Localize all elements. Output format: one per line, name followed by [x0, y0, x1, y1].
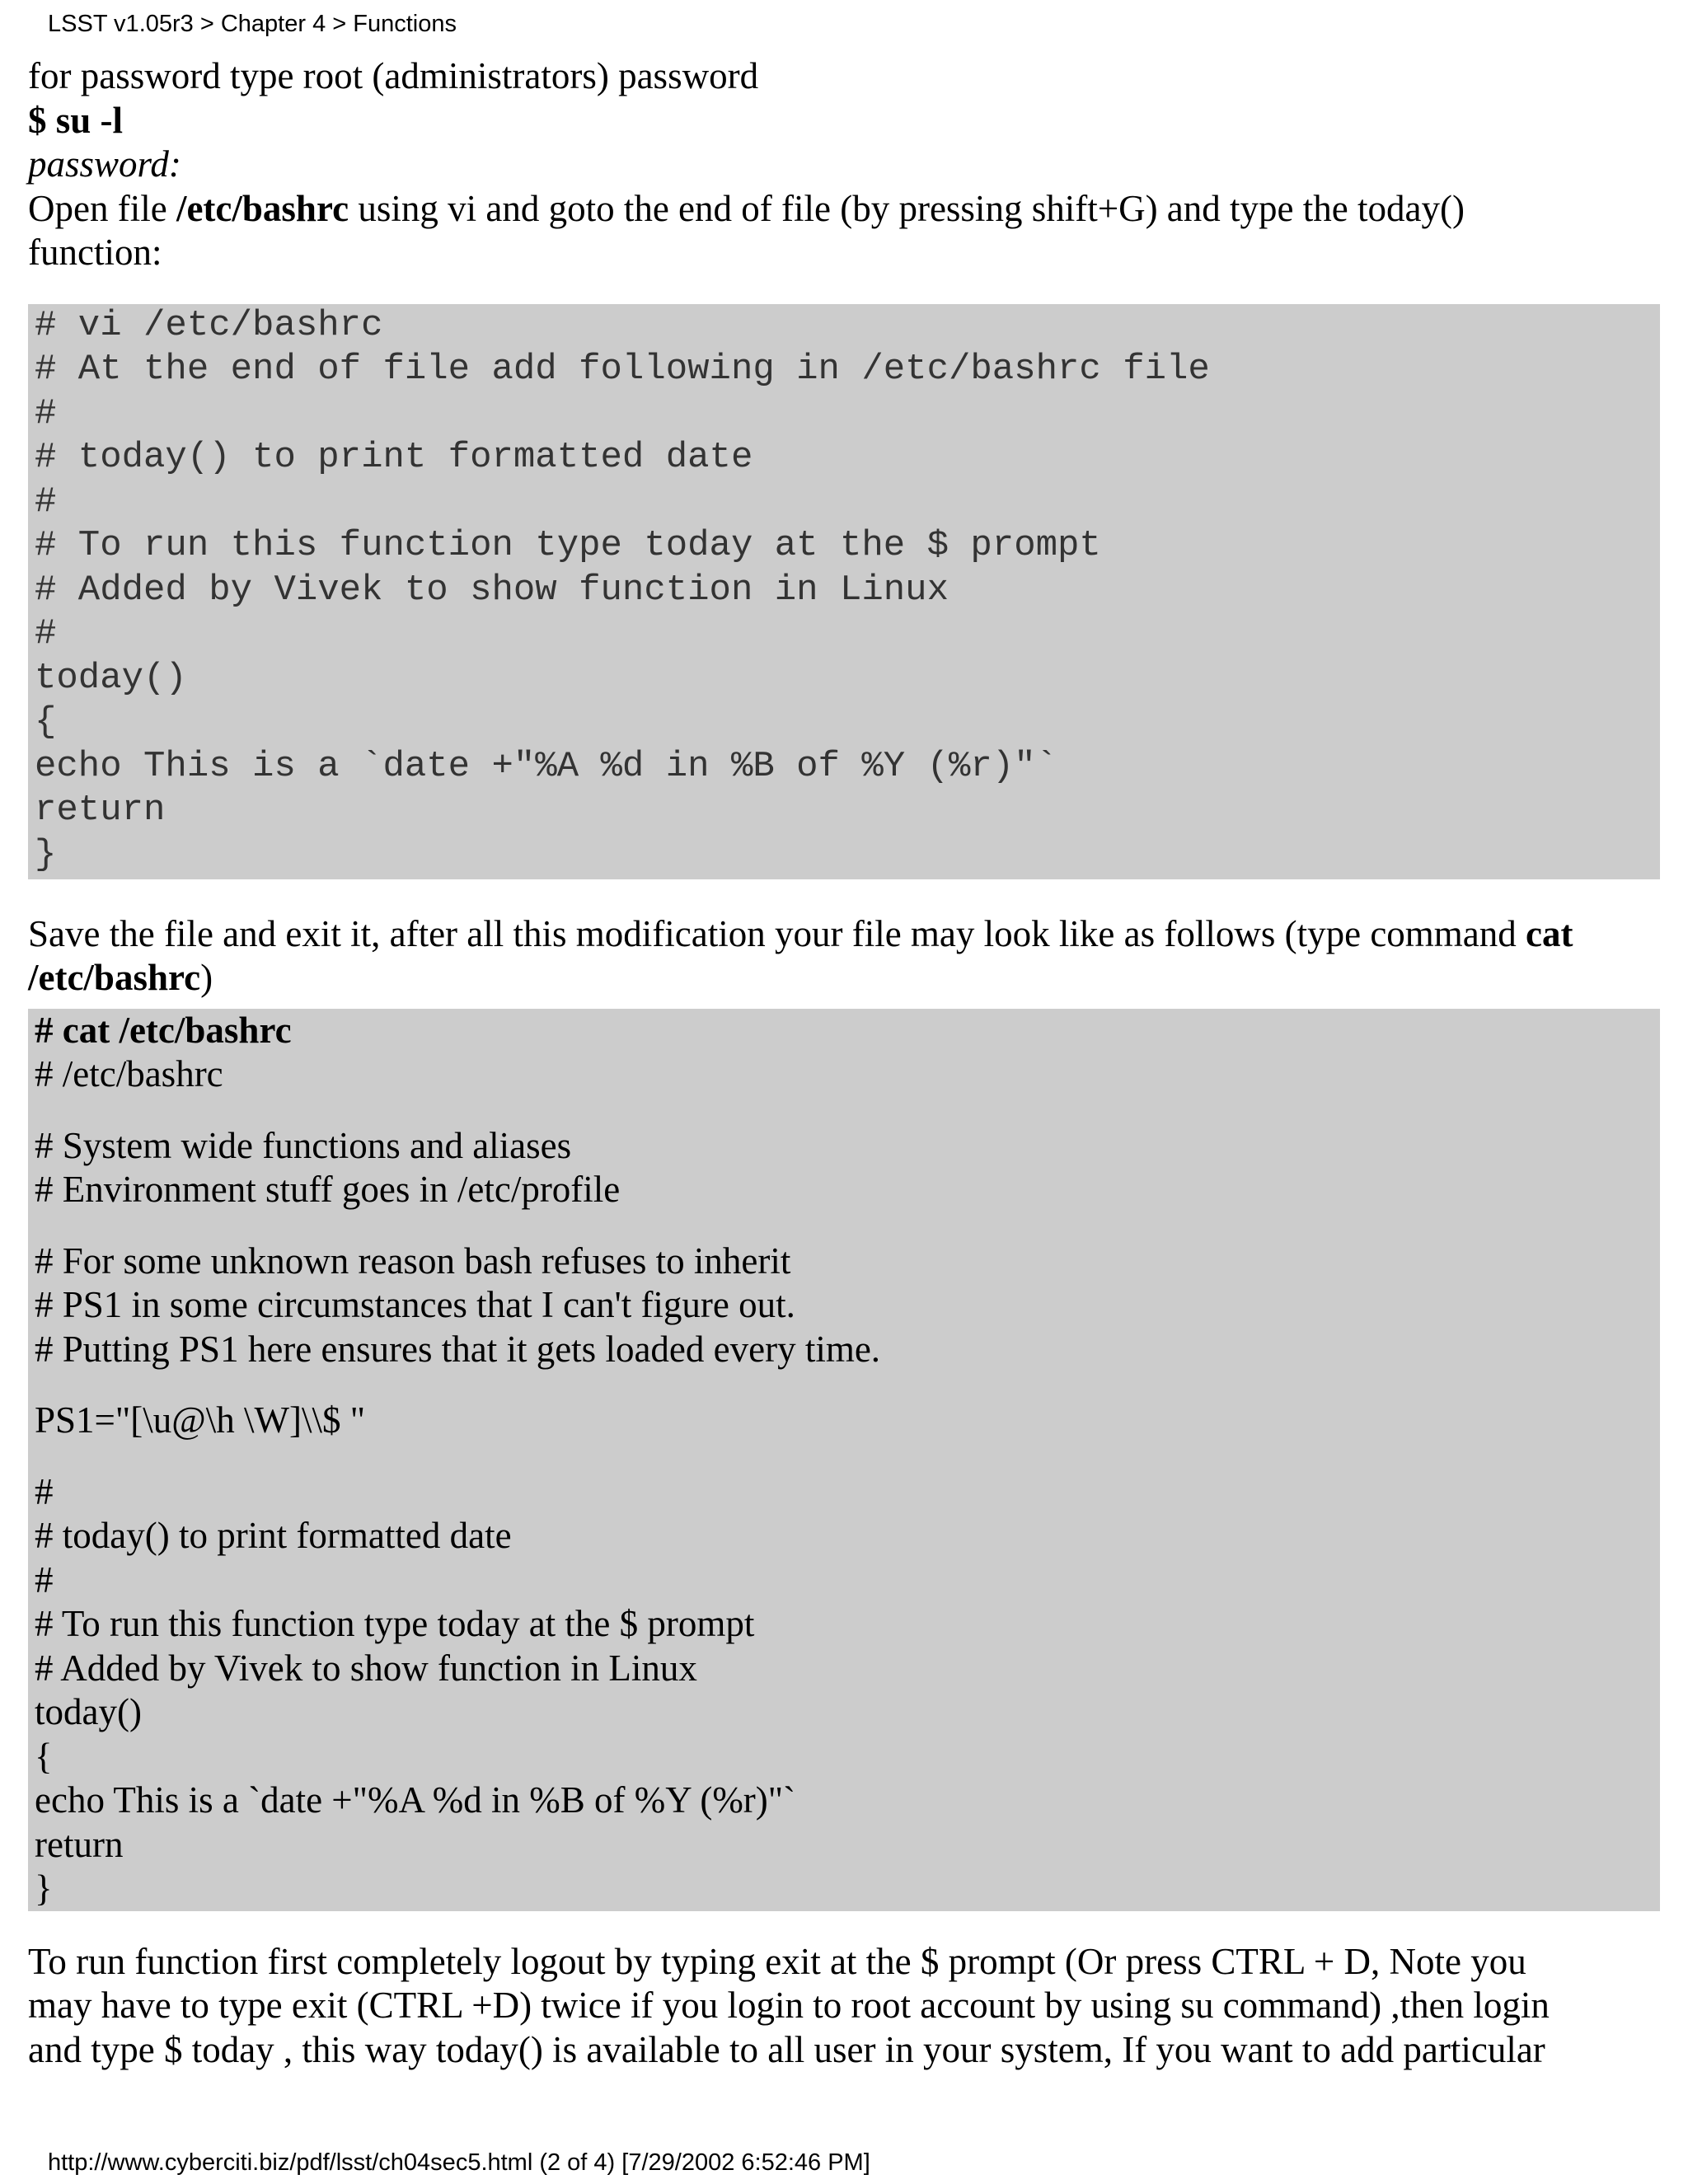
code-block-cat: [28, 1009, 1660, 1911]
code-line: {: [35, 701, 57, 743]
bashrc-line: #: [35, 1470, 54, 1512]
save-text-pre: Save the file and exit it, after all this modification your file may look like as follows (type command: [28, 912, 1526, 954]
bashrc-line: # Putting PS1 here ensures that it gets loaded every time.: [35, 1328, 881, 1370]
open-file-instruction: [28, 187, 1660, 232]
bashrc-line: # Added by Vivek to show function in Linux: [35, 1647, 697, 1689]
intro-section: [28, 54, 1660, 275]
breadcrumb: LSST v1.05r3 > Chapter 4 > Functions: [48, 11, 457, 37]
bashrc-line: # today() to print formatted date: [35, 1515, 512, 1556]
code-line: # To run this function type today at the $ prompt: [35, 525, 1101, 566]
bashrc-line: # /etc/bashrc: [35, 1053, 223, 1094]
block-gap: [35, 1212, 1660, 1240]
save-text-post: ): [200, 957, 213, 998]
bashrc-line: {: [35, 1735, 53, 1777]
closing-line: may have to type exit (CTRL +D) twice if you login to root account by using su command) ,then login: [28, 1985, 1550, 2026]
block-gap: [35, 1443, 1660, 1470]
block-gap: [35, 1097, 1660, 1124]
su-command: [28, 99, 1660, 143]
intro-text: for password type root (administrators) password: [28, 55, 759, 96]
password-prompt: [28, 143, 1660, 187]
code-line: # vi /etc/bashrc: [35, 304, 383, 346]
save-cmd-file: /etc/bashrc: [28, 957, 201, 998]
open-file-instruction-cont: function:: [28, 232, 162, 273]
save-text-line-2: [28, 956, 1660, 1001]
bashrc-line: # For some unknown reason bash refuses to inherit: [35, 1240, 791, 1282]
closing-line: and type $ today , this way today() is available to all user in your system, If you want to add particular: [28, 2028, 1545, 2070]
bashrc-line: PS1="[\u@\h \W]\\$ ": [35, 1399, 366, 1441]
code-line: #: [35, 392, 57, 434]
code-line: # Added by Vivek to show function in Linux: [35, 569, 949, 611]
page-content: [28, 54, 1660, 2072]
closing-paragraph: [28, 1940, 1660, 2073]
save-text-line: [28, 912, 1660, 957]
code-line: echo This is a `date +"%A %d in %B of %Y (%r)"`: [35, 745, 1058, 787]
code-line: today(): [35, 657, 187, 699]
cat-command-text: # cat /etc/bashrc: [35, 1009, 292, 1051]
code-line: return: [35, 790, 166, 831]
page-url-footer: http://www.cyberciti.biz/pdf/lsst/ch04sec5.html (2 of 4) [7/29/2002 6:52:46 PM]: [48, 2149, 870, 2176]
password-label: password:: [28, 143, 181, 185]
su-command-text: $ su -l: [28, 99, 124, 141]
open-text-pre: Open file: [28, 187, 176, 229]
bashrc-line: return: [35, 1823, 124, 1865]
bashrc-line: echo This is a `date +"%A %d in %B of %Y (%r)"`: [35, 1779, 796, 1821]
bashrc-line: # To run this function type today at the $ prompt: [35, 1603, 755, 1644]
bashrc-line: }: [35, 1868, 53, 1909]
code-block-vi: [28, 304, 1660, 879]
bashrc-line: #: [35, 1558, 54, 1601]
bashrc-line: # PS1 in some circumstances that I can't figure out.: [35, 1284, 795, 1325]
save-paragraph: [28, 912, 1660, 1001]
closing-line: To run function first completely logout by typing exit at the $ prompt (Or press CTRL + D, Note you: [28, 1940, 1526, 1982]
cat-command: [35, 1009, 1660, 1053]
block-gap: [35, 1371, 1660, 1399]
bashrc-line: today(): [35, 1691, 142, 1732]
save-cmd-cat: cat: [1526, 912, 1573, 954]
bashrc-line: # Environment stuff goes in /etc/profile: [35, 1169, 621, 1210]
open-text-post: using vi and goto the end of file (by pressing shift+G) and type the today(): [349, 187, 1465, 229]
bashrc-line: # System wide functions and aliases: [35, 1124, 572, 1166]
open-file-name: /etc/bashrc: [176, 187, 349, 229]
code-line: # today() to print formatted date: [35, 437, 753, 478]
code-line: # At the end of file add following in /etc/bashrc file: [35, 349, 1210, 390]
code-line: #: [35, 480, 57, 523]
code-line: #: [35, 613, 57, 654]
code-line: }: [35, 833, 57, 875]
